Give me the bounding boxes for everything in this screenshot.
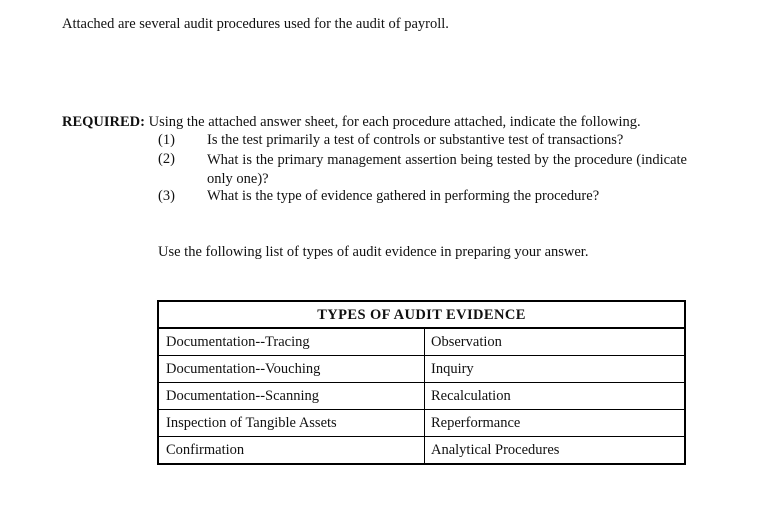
table-cell: Reperformance xyxy=(431,415,521,431)
table-cell: Analytical Procedures xyxy=(431,442,560,458)
item-number-1: (1) xyxy=(158,132,175,148)
item-number-3: (3) xyxy=(158,188,175,204)
table-row xyxy=(159,356,684,383)
required-label: REQUIRED: xyxy=(62,114,145,130)
table-row xyxy=(159,437,684,463)
evidence-types-table xyxy=(157,300,686,465)
table-cell: Documentation--Scanning xyxy=(159,383,425,409)
intro-text: Attached are several audit procedures used for the audit of payroll. xyxy=(62,16,449,32)
table-cell: Documentation--Tracing xyxy=(159,329,425,355)
table-cell: Observation xyxy=(431,334,502,350)
item-text-3: What is the type of evidence gathered in performing the procedure? xyxy=(207,188,600,204)
table-cell: Recalculation xyxy=(431,388,511,404)
table-cell: Confirmation xyxy=(159,437,425,463)
required-line xyxy=(62,114,641,131)
table-cell: Inspection of Tangible Assets xyxy=(159,410,425,436)
item-text-1: Is the test primarily a test of controls or substantive test of transactions? xyxy=(207,132,624,148)
table-cell: Inquiry xyxy=(431,361,474,377)
instruction-text: Use the following list of types of audit evidence in preparing your answer. xyxy=(158,244,589,260)
table-row xyxy=(159,383,684,410)
table-cell: Documentation--Vouching xyxy=(159,356,425,382)
table-title: TYPES OF AUDIT EVIDENCE xyxy=(159,302,684,329)
item-text-2: What is the primary management assertion being tested by the procedure (indicate only one)? xyxy=(207,152,687,187)
required-text: Using the attached answer sheet, for each procedure attached, indicate the following. xyxy=(148,114,641,130)
table-row xyxy=(159,410,684,437)
table-row xyxy=(159,329,684,356)
item-number-2: (2) xyxy=(158,151,175,167)
